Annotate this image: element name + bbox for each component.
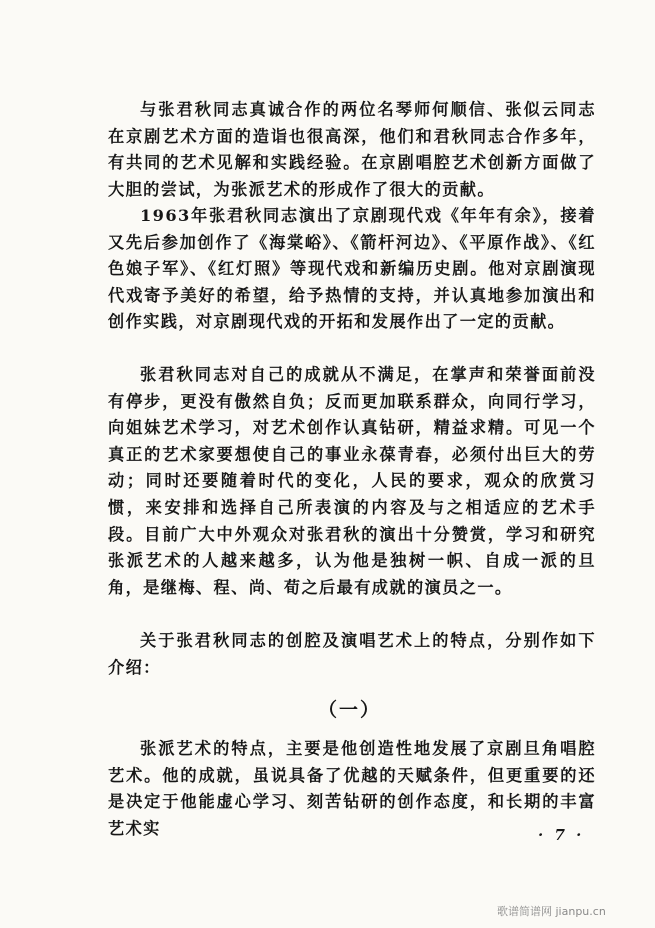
section-heading: （一） bbox=[318, 699, 382, 721]
paragraph-2: 1963年张君秋同志演出了京剧现代戏《年年有余》，接着又先后参加创作了《海棠峪》、《箭杆河边》、《平原作战》、《红色娘子军》、《红灯照》等现代戏和新编历史剧。他对京剧演现代戏寄予美好的希望，给予热情的支持，并认真地参加演出和创作实践，对京剧现代戏的开拓和发展作出了一定的贡献。 bbox=[108, 206, 596, 332]
page-number: · 7 · bbox=[538, 826, 585, 844]
paragraph-1: 与张君秋同志真诚合作的两位名琴师何顺信、张似云同志在京剧艺术方面的造诣也很高深，他们和君秋同志合作多年，有共同的艺术见解和实践经验。在京剧唱腔艺术创新方面做了大胆的尝试，为张派艺术的形成作了很大的贡献。 bbox=[108, 100, 596, 199]
paragraph-3: 张君秋同志对自己的成就从不满足，在掌声和荣誉面前没有停步，更没有傲然自负；反而更加联系群众，向同行学习，向姐妹艺术学习，对艺术创作认真钻研，精益求精。可见一个真正的艺术家要想使自己的事业永葆青春，必须付出巨大的劳动；同时还要随着时代的变化，人民的要求，观众的欣赏习惯，来安排和选择自己所表演的内容及与之相适应的艺术手段。目前广大中外观众对张君秋的演出十分赞赏，学习和研究张派艺术的人越来越多，认为他是独树一帜、自成一派的旦角，是继梅、程、尚、荀之后最有成就的演员之一。 bbox=[108, 365, 596, 597]
paragraph-4: 关于张君秋同志的创腔及演唱艺术上的特点，分别作如下介绍： bbox=[108, 631, 596, 677]
watermark: 歌谱简谱网 jianpu.cn bbox=[497, 905, 606, 918]
section-paragraph: 张派艺术的特点，主要是他创造性地发展了京剧旦角唱腔艺术。他的成就，虽说具备了优越的天赋条件，但更重要的还是决定于他能虚心学习、刻苦钻研的创作态度，和长期的丰富艺术实 bbox=[108, 739, 596, 838]
